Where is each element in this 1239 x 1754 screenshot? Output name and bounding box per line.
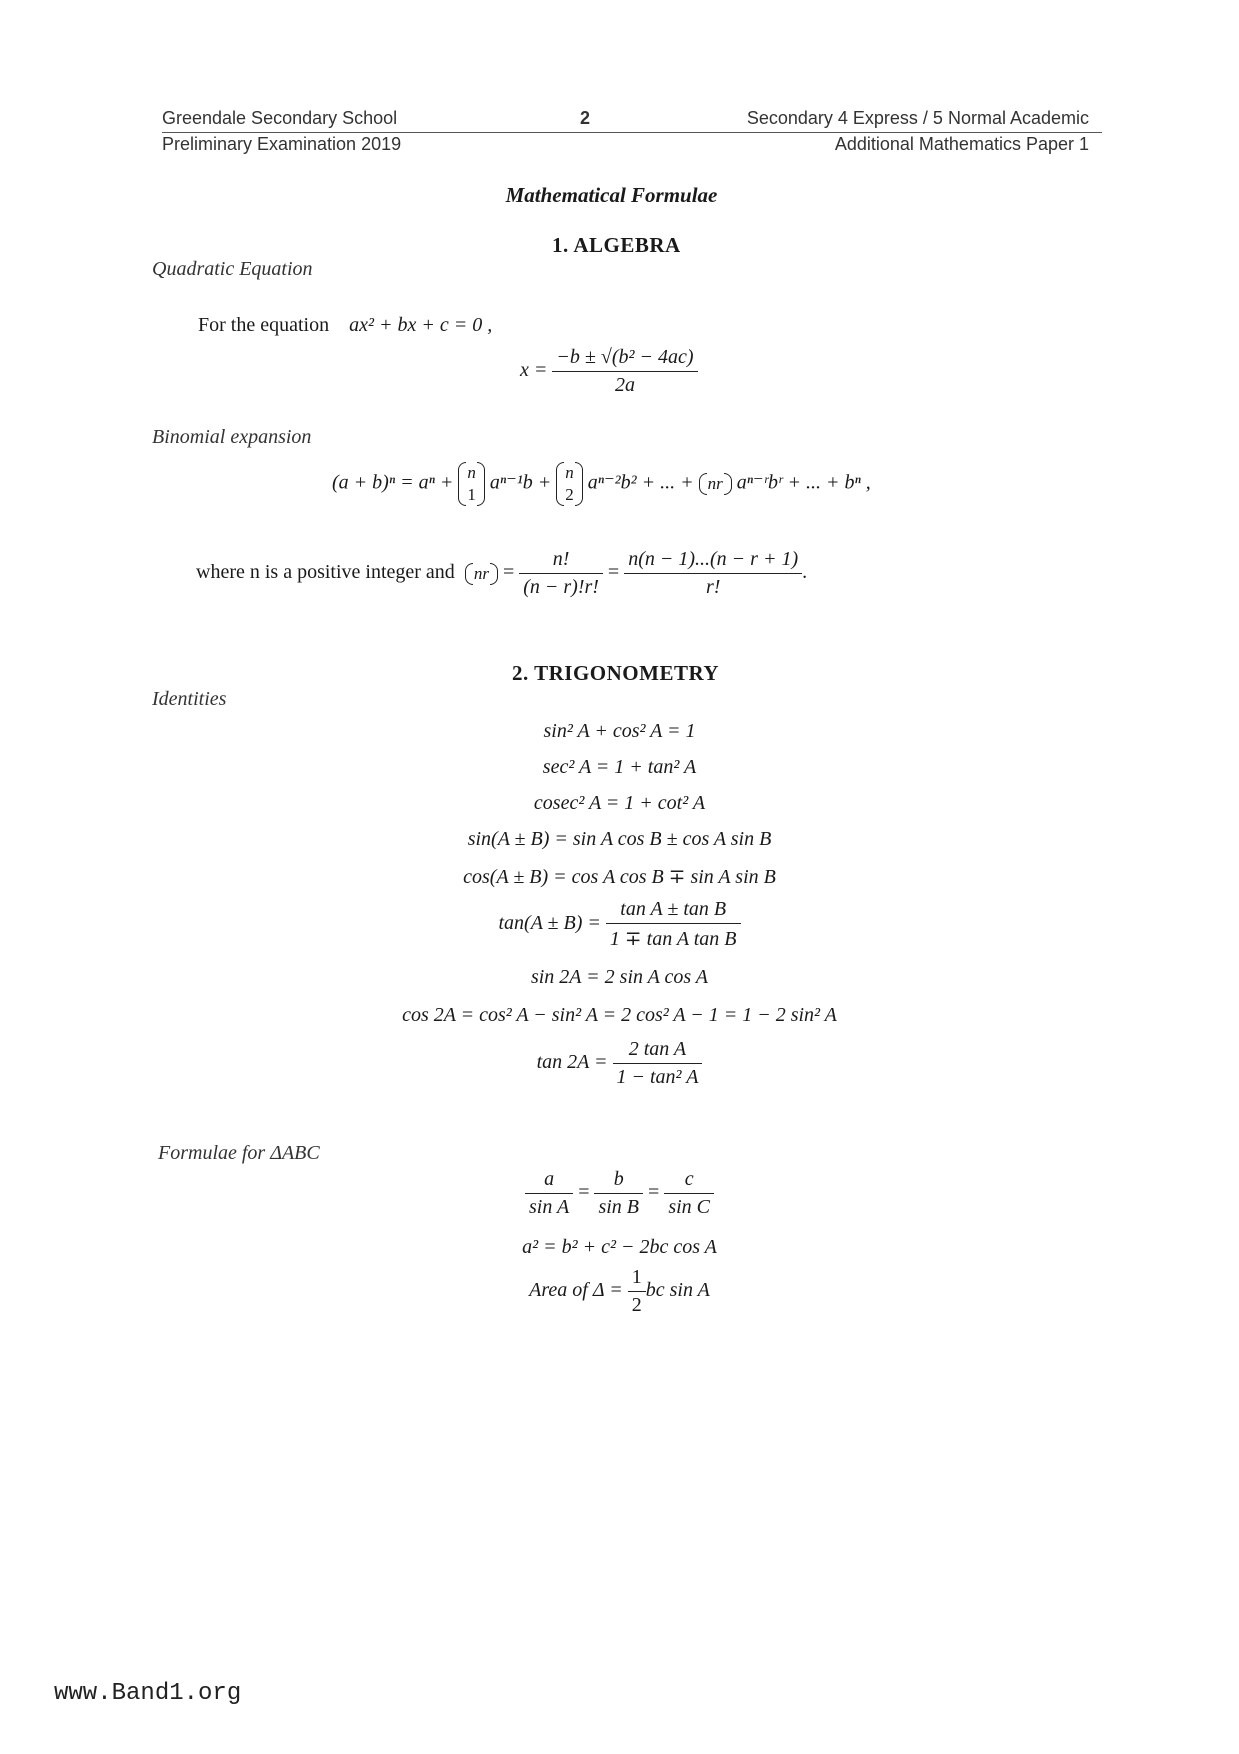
identities-label: Identities [152,688,227,710]
identity-sec: sec² A = 1 + tan² A [542,756,697,778]
header-level: Secondary 4 Express / 5 Normal Academic [746,108,1089,128]
identity-cosec: cosec² A = 1 + cot² A [533,792,706,814]
triangle-formulae-label: Formulae for ΔABC [158,1142,320,1164]
quadratic-intro: For the equation ax² + bx + c = 0 , [198,314,493,336]
quadratic-formula: x = $\frac{\text{−b ± √(b² − 4ac)}}{2a}$ [520,346,698,397]
identity-pythagorean: sin² A + cos² A = 1 [543,720,696,742]
triangle-area: Area of Δ = $\frac{1}{2}$ bc sin A [529,1266,710,1316]
quadratic-numerator: −b ± √(b² − 4ac) [552,346,697,372]
binom-n-1: n 1 [458,462,485,506]
identity-tan-double: tan 2A = $\frac{\text{2 tan A}}{\text{1 − tan² A}}$ [0,1038,1239,1089]
header-rule [162,132,1102,133]
header-exam: Preliminary Examination 2019 [162,134,402,154]
header-page-number: 2 [580,108,591,128]
identity-cos-sum: cos(A ± B) = cos A cos B ∓ sin A sin B [463,866,776,888]
binomial-label: Binomial expansion [152,426,312,448]
binom-n-r: nr [699,473,732,495]
cosine-rule: a² = b² + c² − 2bc cos A [522,1236,717,1258]
footer-website: www.Band1.org [54,1680,242,1707]
identity-sin-double: sin 2A = 2 sin A cos A [530,966,709,988]
quadratic-denominator: 2a [614,374,635,396]
page-title: Mathematical Formulae [505,183,718,207]
header-paper: Additional Mathematics Paper 1 [834,134,1089,154]
quadratic-equation: ax² + bx + c = 0 , [349,314,493,336]
identity-tan-sum: tan(A ± B) = $\frac{\text{tan A ± tan B}}{\text{1 ∓ tan A tan B}}$ [0,898,1239,951]
identity-cos-double: cos 2A = cos² A − sin² A = 2 cos² A − 1 = 1 − 2 sin² A [402,1004,837,1026]
identity-sin-sum: sin(A ± B) = sin A cos B ± cos A sin B [467,828,772,850]
binom-n-r-def: nr [465,563,498,585]
section-algebra-heading: 1. ALGEBRA [552,233,681,257]
quadratic-label: Quadratic Equation [152,258,313,280]
binomial-coefficient-definition: where n is a positive integer and nr = $\frac{n!}{(n - r)!r!}$ = $\frac{n(n - 1)...(n - r + 1)}{r!}$ . [196,548,808,598]
header-school: Greendale Secondary School [162,108,398,128]
section-trigonometry-heading: 2. TRIGONOMETRY [512,661,720,685]
binom-n-2: n 2 [556,462,583,506]
binomial-expansion: (a + b)ⁿ = aⁿ + n 1 aⁿ⁻¹b + n 2 aⁿ⁻²b² + ... + nr aⁿ⁻ʳbʳ + ... + bⁿ , [332,463,871,504]
sine-rule: $\frac{a}{\text{sin A}}$ = $\frac{b}{\text{sin B}}$ = $\frac{c}{\text{sin C}}$ [0,1168,1239,1219]
